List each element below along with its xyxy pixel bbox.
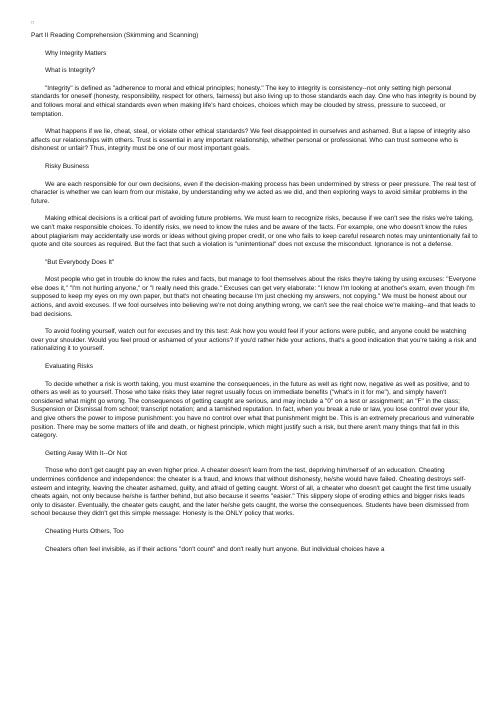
paragraph: What happens if we lie, cheat, steal, or violate other ethical standards? We feel disappointed in ourselves and ashamed. But a lapse of integrity also affects our relationships with others. Trust is essential in any important relationship, whether personal or professional. Who can trust someone who is dishonest or unfair? Thus, integrity must be one of our most important goals.: [31, 128, 471, 153]
section-heading: Cheating Hurts Others, Too: [45, 527, 124, 535]
paragraph: "Integrity" is defined as "adherence to moral and ethical principles; honesty." The key to integrity is consistency--not only setting high personal standards for oneself (honesty, responsibility, respect for others, fairness) but also living up to those standards each day. One who has integrity is bound by and follows moral and ethical standards even when making life's hard choices, choices which may be clouded by stress, pressure to succeed, or temptation.: [31, 84, 477, 118]
section-heading: What is Integrity?: [45, 67, 96, 75]
paragraph: We are each responsible for our own decisions, even if the decision-making process has been undermined by stress or peer pressure. The real test of character is whether we can learn from our mistake, by understanding why we acted as we did, and then exploring ways to avoid similar problems in the future.: [31, 180, 476, 205]
section-heading: Why Integrity Matters: [45, 49, 107, 57]
section-heading: "But Everybody Does It": [45, 258, 115, 266]
paragraph: Most people who get in trouble do know the rules and facts, but manage to fool themselves about the risks they're taking by using excuses: "Everyone else does it," "I'm not hurting anyone," or "I really need this grade." Excuses can get very elaborate: "I know I'm looking at another's exam, even though I'm supposed to keep my eyes on my own paper, but that's not cheating because I'm just checking my answers, not copying." We must be honest about our actions, and avoid excuses. If we fool ourselves into believing we're not doing anything wrong, we can't see the real choice we're making--and that leads to bad decisions.: [31, 276, 476, 318]
part-heading: Part II Reading Comprehension (Skimming and Scanning): [31, 32, 199, 39]
paragraph: Making ethical decisions is a critical part of avoiding future problems. We must learn to recognize risks, because if we can't see the risks we're taking, we can't make responsible choices. To identify risks, we need to know the rules and be aware of the facts. For example, one who doesn't know the rules about plagiarism may accidentally use words or ideas without giving proper credit, or one who fails to keep careful research notes may unintentionally fail to quote and cite sources as required. But the fact that such a violation is "unintentional" does not excuse the misconduct. Ignorance is not a defense.: [31, 215, 478, 249]
section-heading: Evaluating Risks: [45, 363, 94, 371]
document-body: [31, 32, 478, 563]
paragraph: To decide whether a risk is worth taking, you must examine the consequences, in the future as well as right now, negative as well as positive, and to others as well as to yourself. Those who take risks they later regret usually focus on immediate benefits ("what's in it for me"), and simply haven't considered what might go wrong. The consequences of getting caught are serious, and may include a "0" on a test or assignment; an "F" in the class; Suspension or Dismissal from school; transcript notation; and a tarnished reputation. In fact, when you break a rule or law, you lose control over your life, and give others the power to impose punishment: you have no control over what that punishment might be. This is an extremely precarious and vulnerable position. There may be some matters of life and death, or highest principle, which might justify such a risk, but there aren't many things that fall in this category.: [31, 380, 475, 440]
page-marker: □: [31, 20, 35, 26]
section-heading: Getting Away With It--Or Not: [45, 449, 127, 457]
paragraph: To avoid fooling yourself, watch out for excuses and try this test: Ask how you would feel if your actions were public, and anyone could be watching over your shoulder. Would you feel proud or ashamed of your actions? If you'd rather hide your actions, that's a good indication that you're taking a risk and rationalizing it to yourself.: [31, 328, 477, 353]
section-heading: Risky Business: [45, 162, 90, 170]
paragraph: Cheaters often feel invisible, as if their actions "don't count" and don't really hurt anyone. But individual choices have a: [45, 545, 385, 553]
paragraph: Those who don't get caught pay an even higher price. A cheater doesn't learn from the test, depriving him/herself of an education. Cheating undermines confidence and independence: the cheater is a fraud, and knows that without dishonesty, he/she would have failed. Cheating destroys self-esteem and integrity, leaving the cheater ashamed, guilty, and afraid of getting caught. Worst of all, a cheater who doesn't get caught the first time usually cheats again, not only because he/she is farther behind, but also because it seems "easier." This slippery slope of eroding ethics and bigger risks leads only to disaster. Eventually, the cheater gets caught, and the later he/she gets caught, the worse the consequences. Students have been dismissed from school because they didn't get this simple message: Honesty is the ONLY policy that works.: [31, 467, 472, 518]
